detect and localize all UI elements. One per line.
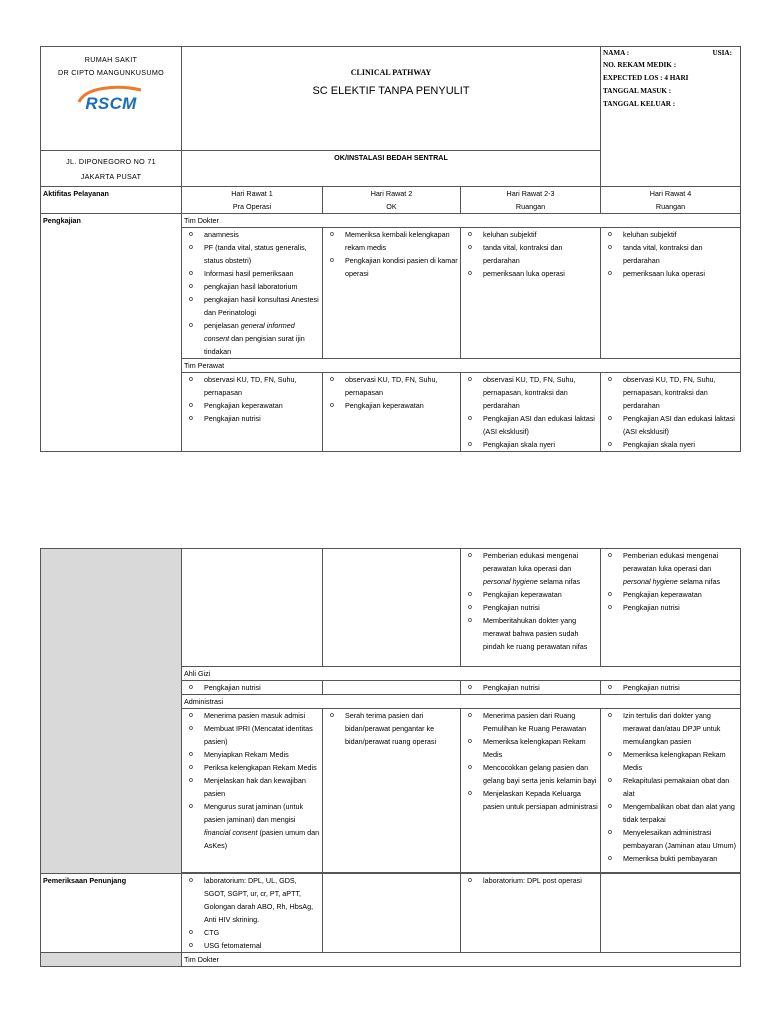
dokter-day-3 [461, 228, 601, 359]
hospital-name-line2: DR CIPTO MANGUNKUSUMO [58, 68, 164, 77]
penunjang-label: Pemeriksaan Penunjang [41, 874, 182, 953]
list-item: o Memeriksa kelengkapan Rekam Medis [623, 748, 738, 774]
admin-day-2 [323, 709, 461, 873]
pengkajian-label: Pengkajian [41, 214, 182, 452]
team-perawat-label: Tim Perawat [182, 359, 741, 373]
perawat-cont-day-3 [461, 549, 601, 667]
list-item: o tanda vital, kontraksi dan perdarahan [623, 241, 738, 267]
penunjang-continued-label [41, 953, 182, 967]
day-header-3: Hari Rawat 2-3 Ruangan [461, 187, 601, 214]
pathway-table-page-2 [40, 548, 741, 967]
hospital-address-line1: JL. DIPONEGORO NO 71 [66, 157, 156, 166]
perawat-cont-day-2 [323, 549, 461, 667]
patient-info-block [601, 47, 741, 187]
list-item: o Mengurus surat jaminan (untuk pasien jaminan) dan mengisi financial consent (pasien umum dan AsKes) [204, 800, 320, 852]
list-item: o Memeriksa bukti pembayaran [623, 852, 738, 865]
list-item: o observasi KU, TD, FN, Suhu, pernapasan [204, 373, 320, 399]
team-gizi-label: Ahli Gizi [182, 667, 741, 681]
list-item: o keluhan subjektif [483, 228, 598, 241]
list-item: o PF (tanda vital, status generalis, status obstetri) [204, 241, 320, 267]
day-header-2: Hari Rawat 2 OK [323, 187, 461, 214]
perawat-day-4 [601, 373, 741, 452]
list-item: o laboratorium: DPL post operasi [483, 874, 598, 887]
list-item: o USG fetomaternal [204, 939, 320, 952]
day-header-1: Hari Rawat 1 Pra Operasi [182, 187, 323, 214]
list-item: o Mencocokkan gelang pasien dan gelang bayi serta jenis kelamin bayi [483, 761, 598, 787]
list-item: o Memeriksa kelengkapan Rekam Medis [483, 735, 598, 761]
list-item: o Menerima pasien dari Ruang Pemulihan ke Ruang Perawatan [483, 709, 598, 735]
pathway-title-block [182, 47, 601, 151]
list-item: o penjelasan general informed consent dan pengisian surat ijin tindakan [204, 319, 320, 358]
list-item: o pemeriksaan luka operasi [623, 267, 738, 280]
list-item: o Pengkajian kondisi pasien di kamar operasi [345, 254, 458, 280]
list-item: o Pengkajian nutrisi [483, 601, 598, 614]
penunjang-day-2 [323, 874, 461, 953]
list-item: o Izin tertulis dari dokter yang merawat dan/atau DPJP untuk memulangkan pasien [623, 709, 738, 748]
list-item: o Pengkajian keperawatan [483, 588, 598, 601]
dokter-day-4 [601, 228, 741, 359]
list-item: o Menjelaskan hak dan kewajiban pasien [204, 774, 320, 800]
list-item: o Pengkajian nutrisi [204, 412, 320, 425]
gizi-day-3 [461, 681, 601, 695]
perawat-day-3 [461, 373, 601, 452]
admin-day-4 [601, 709, 741, 873]
admin-day-3 [461, 709, 601, 873]
list-item: o observasi KU, TD, FN, Suhu, pernapasan [345, 373, 458, 399]
list-item: o Rekapitulasi pemakaian obat dan alat [623, 774, 738, 800]
penunjang-day-1 [182, 874, 323, 953]
list-item: o Memberitahukan dokter yang merawat bahwa pasien sudah pindah ke ruang perawatan nifas [483, 614, 598, 653]
list-item: o Pengkajian nutrisi [623, 601, 738, 614]
list-item: o pemeriksaan luka operasi [483, 267, 598, 280]
rscm-logo [43, 79, 179, 119]
gizi-day-1 [182, 681, 323, 695]
list-item: o Pengkajian ASI dan edukasi laktasi (ASI eksklusif) [483, 412, 598, 438]
perawat-cont-day-4 [601, 549, 741, 667]
list-item: o Menerima pasien masuk admisi [204, 709, 320, 722]
perawat-cont-day-1 [182, 549, 323, 667]
list-item: o Pemberian edukasi mengenai perawatan luka operasi dan personal hygiene selama nifas [483, 549, 598, 588]
admission-date-label: TANGGAL MASUK : [603, 87, 672, 95]
dokter-day-1 [182, 228, 323, 359]
rscm-logo-icon [75, 84, 147, 114]
list-item: o laboratorium: DPL, UL, GDS, SGOT, SGPT, ur, cr, PT, aPTT, Golongan darah ABO, Rh, HbsAg, Anti HIV skrining. [204, 874, 320, 926]
list-item: o Memeriksa kembali kelengkapan rekam medis [345, 228, 458, 254]
list-item: o Pengkajian keperawatan [623, 588, 738, 601]
patient-name-label: NAMA : [603, 49, 630, 57]
penunjang-day-3 [461, 874, 601, 953]
list-item: o Menjelaskan Kepada Keluarga pasien untuk persiapan administrasi [483, 787, 598, 813]
list-item: o Membuat IPRI (Mencatat identitas pasien) [204, 722, 320, 748]
list-item: o Menyiapkan Rekam Medis [204, 748, 320, 761]
list-item: o Pengkajian nutrisi [204, 681, 320, 694]
list-item: o Pengkajian skala nyeri [483, 438, 598, 451]
list-item: o Pengkajian ASI dan edukasi laktasi (ASI eksklusif) [623, 412, 738, 438]
hospital-address-line2: JAKARTA PUSAT [80, 172, 142, 181]
team-admin-label: Administrasi [182, 695, 741, 709]
team-dokter-label: Tim Dokter [182, 214, 741, 228]
list-item: o CTG [204, 926, 320, 939]
aktifitas-label: Aktifitas Pelayanan [41, 187, 182, 214]
team-dokter-label-2: Tim Dokter [182, 953, 741, 967]
medical-record-label: NO. REKAM MEDIK : [603, 61, 677, 69]
list-item: o observasi KU, TD, FN, Suhu, pernapasan, kontraksi dan perdarahan [483, 373, 598, 412]
list-item: o Menyelesaikan administrasi pembayaran (Jaminan atau Umum) [623, 826, 738, 852]
list-item: o Periksa kelengkapan Rekam Medis [204, 761, 320, 774]
list-item: o Informasi hasil pemeriksaan [204, 267, 320, 280]
list-item: o Pengkajian keperawatan [204, 399, 320, 412]
gizi-day-2 [323, 681, 461, 695]
list-item: o Pengkajian nutrisi [623, 681, 738, 694]
gizi-day-4 [601, 681, 741, 695]
perawat-day-2 [323, 373, 461, 452]
perawat-day-1 [182, 373, 323, 452]
patient-age-label: USIA: [712, 49, 733, 57]
list-item: o Mengembalikan obat dan alat yang tidak terpakai [623, 800, 738, 826]
list-item: o Pengkajian nutrisi [483, 681, 598, 694]
svg-text:RSCM: RSCM [85, 94, 137, 113]
list-item: o keluhan subjektif [623, 228, 738, 241]
admin-day-1 [182, 709, 323, 873]
location-heading: OK/INSTALASI BEDAH SENTRAL [182, 151, 601, 187]
list-item: o Pengkajian keperawatan [345, 399, 458, 412]
list-item: o anamnesis [204, 228, 320, 241]
hospital-block [41, 47, 182, 151]
list-item: o tanda vital, kontraksi dan perdarahan [483, 241, 598, 267]
hospital-name-line1: RUMAH SAKIT [84, 55, 138, 64]
penunjang-day-4 [601, 874, 741, 953]
dokter-day-2 [323, 228, 461, 359]
list-item: o Pengkajian skala nyeri [623, 438, 738, 451]
list-item: o pengkajian hasil laboratorium [204, 280, 320, 293]
list-item: o Pemberian edukasi mengenai perawatan luka operasi dan personal hygiene selama nifas [623, 549, 738, 588]
list-item: o observasi KU, TD, FN, Suhu, pernapasan, kontraksi dan perdarahan [623, 373, 738, 412]
clinical-pathway-title: CLINICAL PATHWAY [350, 68, 432, 77]
hospital-address [41, 151, 182, 187]
pathway-table-page-1 [40, 46, 741, 452]
expected-los-label: EXPECTED LOS : 4 HARI [603, 74, 689, 82]
pengkajian-continued-label [41, 549, 182, 874]
day-header-4: Hari Rawat 4 Ruangan [601, 187, 741, 214]
discharge-date-label: TANGGAL KELUAR : [603, 100, 676, 108]
list-item: o Serah terima pasien dari bidan/perawat pengantar ke bidan/perawat ruang operasi [345, 709, 458, 748]
pathway-subtitle: SC ELEKTIF TANPA PENYULIT [312, 85, 470, 97]
list-item: o pengkajian hasil konsultasi Anestesi dan Perinatologi [204, 293, 320, 319]
